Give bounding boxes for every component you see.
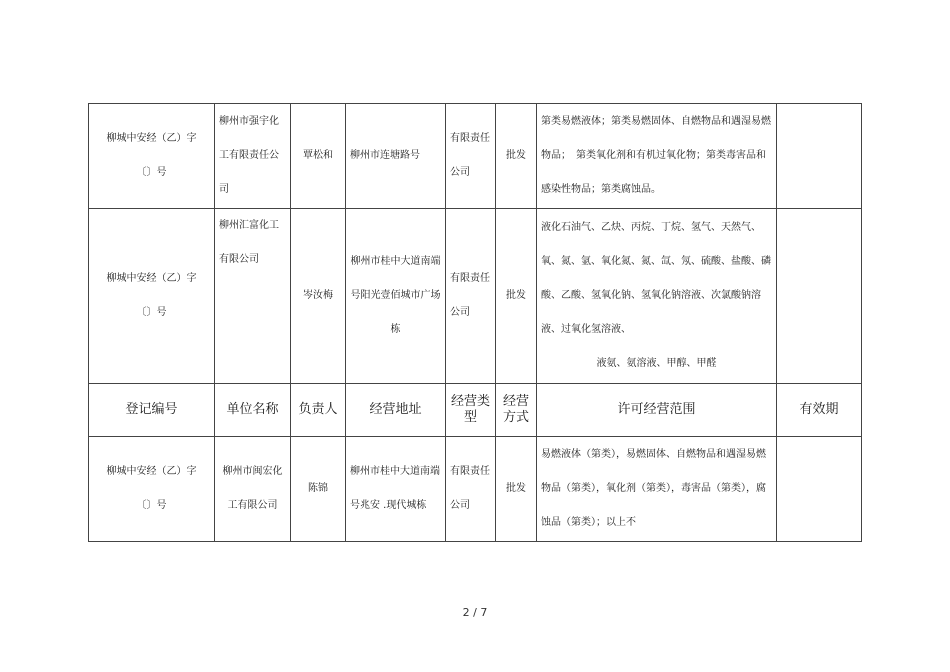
scope-cell: 第类易燃液体；第类易燃固体、自燃物品和遇湿易燃物品； 第类氧化剂和有机过氧化物；第类毒害品和感染性物品；第类腐蚀品。 <box>537 104 777 209</box>
page-number: 2 / 7 <box>462 606 488 619</box>
address-cell: 柳州市桂中大道南端号阳光壹佰城市广场栋 <box>346 209 446 384</box>
header-biz-type: 经营类型 <box>446 384 496 437</box>
manager-cell: 陈锦 <box>291 437 346 542</box>
biz-type-cell: 有限责任公司 <box>446 209 496 384</box>
manager-cell: 覃松和 <box>291 104 346 209</box>
biz-mode-cell: 批发 <box>496 104 537 209</box>
reg-no-cell: 柳城中安经（乙）字 〔〕号 <box>89 437 215 542</box>
header-scope: 许可经营范围 <box>537 384 777 437</box>
table-row <box>89 104 862 209</box>
address-cell: 柳州市桂中大道南端号兆安 .现代城栋 <box>346 437 446 542</box>
validity-cell <box>777 104 862 209</box>
table-row <box>89 209 862 384</box>
scope-cell: 易燃液体（第类），易燃固体、自燃物品和遇湿易燃物品（第类），氧化剂（第类），毒害品（第类），腐蚀品（第类）；以上不 <box>537 437 777 542</box>
manager-cell: 岑汝梅 <box>291 209 346 384</box>
header-address: 经营地址 <box>346 384 446 437</box>
biz-mode-cell: 批发 <box>496 437 537 542</box>
validity-cell <box>777 437 862 542</box>
biz-type-cell: 有限责任公司 <box>446 437 496 542</box>
validity-cell <box>777 209 862 384</box>
header-unit-name: 单位名称 <box>215 384 291 437</box>
scope-last-line: 液氨、氨溶液、甲醇、甲醛 <box>596 358 717 369</box>
reg-no-cell: 柳城中安经（乙）字 〔〕号 <box>89 209 215 384</box>
scope-cell: 液化石油气、乙炔、丙烷、丁烷、氢气、天然气、氧、氮、氩、氧化氮、氮、氙、氖、硫酸、盐酸、磷酸、乙酸、氢氧化钠、氢氧化钠溶液、次氯酸钠溶液、过氧化氢溶液、 液氨、氨溶液、甲醇、甲醛 <box>537 209 777 384</box>
biz-type-cell: 有限责任公司 <box>446 104 496 209</box>
biz-mode-cell: 批发 <box>496 209 537 384</box>
table-row <box>89 437 862 542</box>
header-reg-no: 登记编号 <box>89 384 215 437</box>
table-header-row <box>89 384 862 437</box>
header-biz-mode: 经营方式 <box>496 384 537 437</box>
address-cell: 柳州市连塘路号 <box>346 104 446 209</box>
reg-no-cell: 柳城中安经（乙）字 〔〕号 <box>89 104 215 209</box>
header-manager: 负责人 <box>291 384 346 437</box>
registry-table <box>88 103 862 542</box>
unit-name-cell: 柳州汇富化工有限公司 <box>215 209 291 384</box>
unit-name-cell: 柳州市强宇化工有限责任公司 <box>215 104 291 209</box>
header-validity: 有效期 <box>777 384 862 437</box>
unit-name-cell: 柳州市闽宏化工有限公司 <box>215 437 291 542</box>
